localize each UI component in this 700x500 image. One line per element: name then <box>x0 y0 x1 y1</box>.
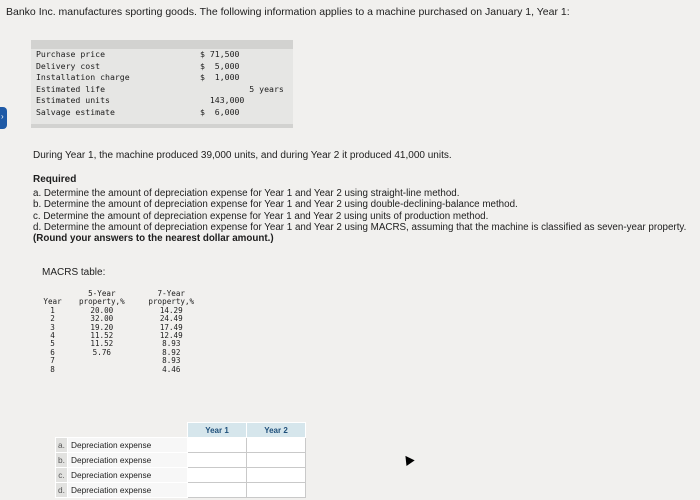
macrs-5yr: 11.52 <box>90 339 114 349</box>
row-key: d. <box>56 483 68 498</box>
year1-input-b[interactable] <box>188 454 246 467</box>
info-value: 143,000 <box>200 95 245 105</box>
requirement-c: c. Determine the amount of depreciation expense for Year 1 and Year 2 using units of production method. <box>33 210 489 222</box>
year1-cell[interactable] <box>188 483 247 498</box>
info-row-estimated-life <box>31 84 293 96</box>
info-row-salvage-estimate <box>31 107 293 119</box>
macrs-header-cell: 5-Year <box>88 289 116 298</box>
info-label: Estimated units <box>36 95 110 105</box>
info-label: Salvage estimate <box>36 106 115 117</box>
requirements-list <box>33 188 693 244</box>
row-key: c. <box>56 468 68 483</box>
row-key: a. <box>56 438 68 453</box>
macrs-year: 6 <box>50 347 55 357</box>
row-label: Depreciation expense <box>68 453 188 468</box>
macrs-5yr <box>67 366 136 374</box>
macrs-7yr: 14.29 <box>159 305 183 315</box>
year2-input-d[interactable] <box>247 484 305 497</box>
year2-input-b[interactable] <box>247 454 305 467</box>
macrs-5yr: 19.20 <box>90 322 114 332</box>
requirement-d-text: d. Determine the amount of depreciation expense for Year 1 and Year 2 using MACRS, assuming that the machine is classified as seven-year property. <box>33 221 687 233</box>
year1-cell[interactable] <box>188 468 247 483</box>
macrs-header-cell: Year <box>43 297 62 307</box>
macrs-year: 4 <box>50 331 55 341</box>
info-row-installation-charge <box>31 72 293 84</box>
macrs-7yr: 8.92 <box>162 347 181 357</box>
machine-info-box <box>31 40 293 128</box>
table-row <box>38 332 206 340</box>
macrs-5yr: 5.76 <box>92 347 111 357</box>
macrs-year: 7 <box>50 356 55 366</box>
info-row-estimated-units <box>31 95 293 107</box>
chevron-right-icon: › <box>1 112 4 121</box>
year2-input-c[interactable] <box>247 469 305 482</box>
info-row-purchase-price <box>31 49 293 61</box>
info-value: $ 6,000 <box>200 106 240 117</box>
year2-input-a[interactable] <box>247 439 305 452</box>
info-label: Estimated life <box>36 83 106 94</box>
problem-intro: Banko Inc. manufactures sporting goods. The following information applies to a machine purchased on January 1, Year 1: <box>6 6 570 18</box>
answer-table <box>55 422 306 498</box>
macrs-header-cell: property,% <box>148 297 195 307</box>
info-value: $ 5,000 <box>200 60 240 71</box>
year2-cell[interactable] <box>247 453 306 468</box>
macrs-year: 2 <box>50 314 55 324</box>
year2-cell[interactable] <box>247 468 306 483</box>
macrs-7yr: 8.93 <box>162 356 181 366</box>
header-spacer <box>68 423 188 438</box>
macrs-7yr: 17.49 <box>159 322 183 332</box>
row-key: b. <box>56 453 68 468</box>
info-value: $ 1,000 <box>200 72 240 82</box>
macrs-year: 3 <box>50 322 55 332</box>
year1-cell[interactable] <box>188 453 247 468</box>
row-label: Depreciation expense <box>68 468 188 483</box>
macrs-5yr: 20.00 <box>90 305 114 315</box>
answer-row-a <box>56 438 306 453</box>
answer-row-d <box>56 483 306 498</box>
macrs-5yr: 11.52 <box>90 331 114 341</box>
side-panel-tab[interactable] <box>0 107 7 129</box>
macrs-year: 8 <box>50 364 55 374</box>
macrs-5yr: 32.00 <box>90 314 114 324</box>
macrs-table <box>38 290 206 374</box>
macrs-7yr: 8.93 <box>162 339 181 349</box>
requirement-a: a. Determine the amount of depreciation expense for Year 1 and Year 2 using straight-line method. <box>33 188 460 199</box>
macrs-7yr: 12.49 <box>159 331 183 341</box>
mouse-cursor-icon <box>401 453 414 466</box>
column-header-year1: Year 1 <box>188 423 247 438</box>
header-spacer <box>56 423 68 438</box>
year1-input-a[interactable] <box>188 439 246 452</box>
row-label: Depreciation expense <box>68 438 188 453</box>
requirement-d <box>33 222 693 245</box>
year2-cell[interactable] <box>247 483 306 498</box>
info-row-delivery-cost <box>31 61 293 73</box>
macrs-header-cell: 7-Year <box>157 289 185 298</box>
year1-input-d[interactable] <box>188 484 246 497</box>
row-label: Depreciation expense <box>68 483 188 498</box>
requirement-b: b. Determine the amount of depreciation expense for Year 1 and Year 2 using double-declining-balance method. <box>33 199 518 211</box>
info-label: Delivery cost <box>36 60 101 71</box>
macrs-5yr <box>67 357 136 365</box>
required-heading: Required <box>33 174 77 185</box>
table-row <box>38 340 206 348</box>
macrs-header-cell: property,% <box>78 297 125 307</box>
info-value: 5 years <box>200 83 284 94</box>
answer-row-c <box>56 468 306 483</box>
macrs-7yr: 4.46 <box>162 364 181 374</box>
production-text: During Year 1, the machine produced 39,000 units, and during Year 2 it produced 41,000 units. <box>33 150 452 161</box>
table-row <box>38 349 206 357</box>
answer-header-row <box>56 423 306 438</box>
info-value: $ 71,500 <box>200 49 240 59</box>
column-header-year2: Year 2 <box>247 423 306 438</box>
macrs-7yr: 24.49 <box>159 314 183 324</box>
year1-cell[interactable] <box>188 438 247 453</box>
table-row <box>38 357 206 365</box>
rounding-note: (Round your answers to the nearest dollar amount.) <box>33 233 274 245</box>
info-label: Purchase price <box>36 49 106 59</box>
info-label: Installation charge <box>36 72 130 82</box>
year1-input-c[interactable] <box>188 469 246 482</box>
answer-row-b <box>56 453 306 468</box>
year2-cell[interactable] <box>247 438 306 453</box>
macrs-table-label: MACRS table: <box>42 267 106 278</box>
macrs-year: 5 <box>50 339 55 349</box>
macrs-year: 1 <box>50 305 55 315</box>
table-row <box>38 366 206 374</box>
